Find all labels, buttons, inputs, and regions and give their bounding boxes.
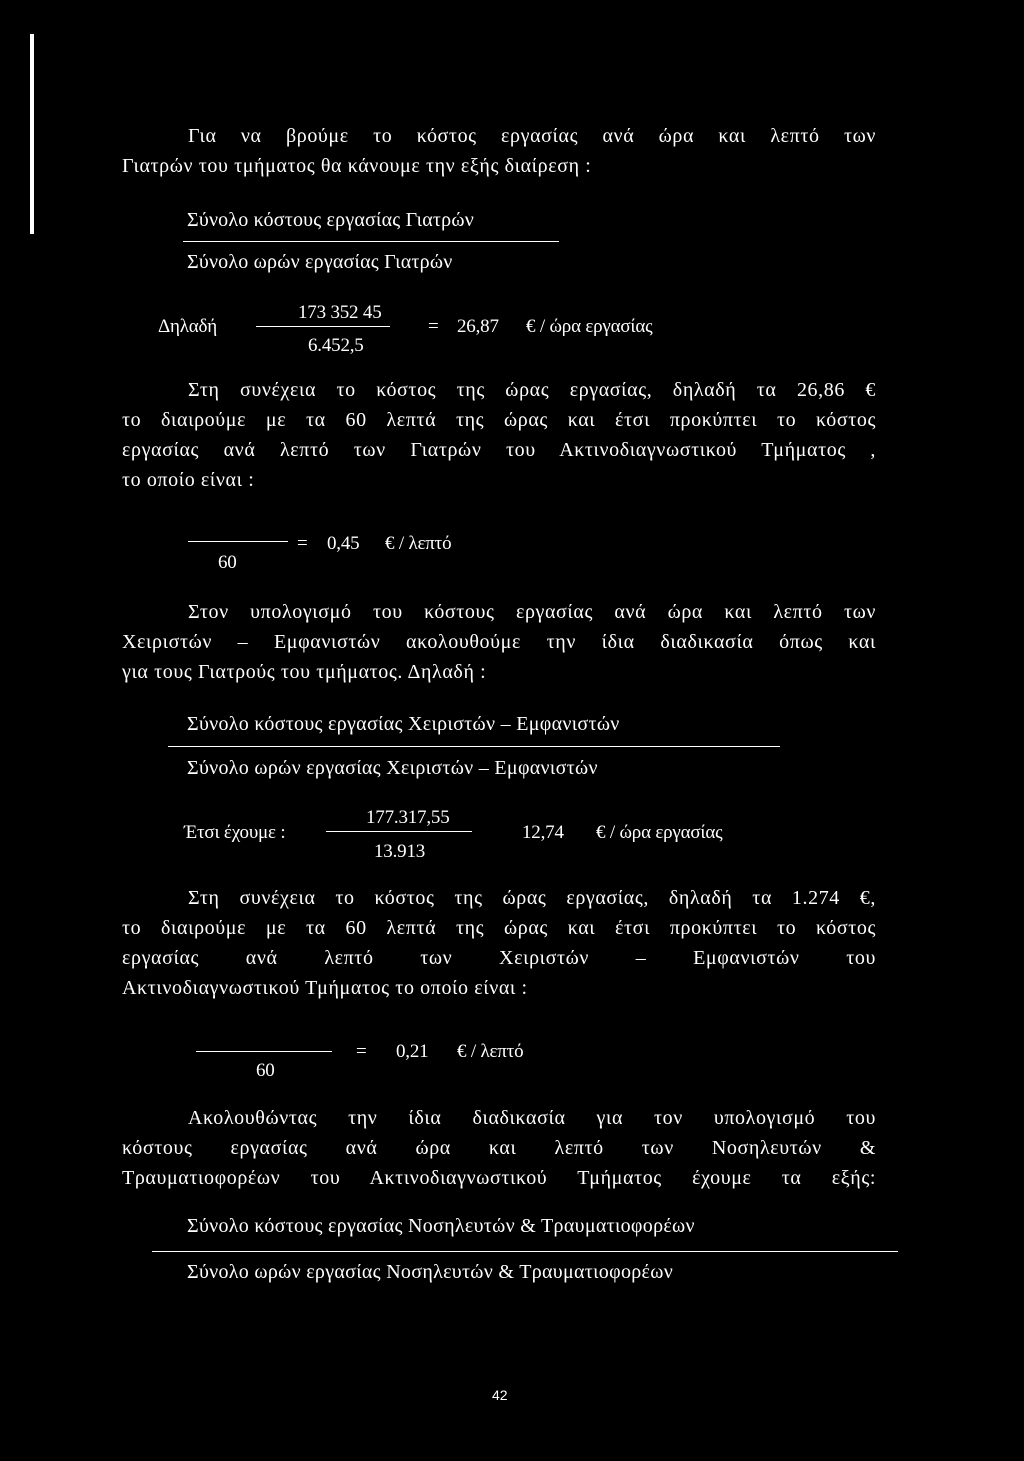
operators-minute-rule (196, 1051, 332, 1052)
nurses-intro-line-2: κόστους εργασίας ανά ώρα και λεπτό των Νοσηλευτών & (122, 1137, 876, 1159)
operators-minute-unit: € / λεπτό (457, 1041, 524, 1062)
operators-intro-line-2: Χειριστών – Εμφανιστών ακολουθούμε την ίδια διαδικασία όπως και (122, 631, 876, 653)
operators-minute-line-3: εργασίας ανά λεπτό των Χειριστών – Εμφανιστών του (122, 947, 876, 969)
operators-minute-equals: = (356, 1041, 367, 1062)
intro-line-1: Για να βρούμε το κόστος εργασίας ανά ώρα και λεπτό των (188, 125, 876, 147)
intro-line-2: Γιατρών του τμήματος θα κάνουμε την εξής διαίρεση : (122, 155, 592, 177)
doctors-minute-result: 0,45 (327, 533, 360, 554)
doctors-fraction-numerator: Σύνολο κόστους εργασίας Γιατρών (187, 209, 474, 231)
doctors-calc-label: Δηλαδή (158, 316, 218, 337)
doctors-minute-line-3: εργασίας ανά λεπτό των Γιατρών του Ακτινοδιαγνωστικού Τμήματος , (122, 439, 876, 461)
doctors-minute-line-4: το οποίο είναι : (122, 469, 255, 491)
operators-minute-result: 0,21 (396, 1041, 429, 1062)
doctors-fraction-denominator: Σύνολο ωρών εργασίας Γιατρών (187, 251, 453, 273)
operators-intro-line-1: Στον υπολογισμό του κόστους εργασίας ανά ώρα και λεπτό των (188, 601, 876, 623)
operators-calc-numerator: 177.317,55 (366, 807, 450, 828)
nurses-fraction-denominator: Σύνολο ωρών εργασίας Νοσηλευτών & Τραυματιοφορέων (187, 1261, 674, 1283)
operators-minute-line-4: Ακτινοδιαγνωστικού Τμήματος το οποίο είναι : (122, 977, 528, 999)
doctors-minute-line-2: το διαιρούμε με τα 60 λεπτά της ώρας και έτσι προκύπτει το κόστος (122, 409, 876, 431)
operators-minute-line-2: το διαιρούμε με τα 60 λεπτά της ώρας και έτσι προκύπτει το κόστος (122, 917, 876, 939)
margin-bar (30, 34, 34, 234)
nurses-fraction-rule (152, 1251, 898, 1252)
doctors-calc-equals: = (428, 316, 439, 337)
nurses-fraction-numerator: Σύνολο κόστους εργασίας Νοσηλευτών & Τραυματιοφορέων (187, 1215, 695, 1237)
operators-minute-denominator: 60 (256, 1060, 275, 1081)
operators-fraction-rule (168, 746, 780, 747)
operators-calc-rule (326, 831, 472, 832)
doctors-calc-result: 26,87 (457, 316, 499, 337)
operators-minute-line-1: Στη συνέχεια το κόστος της ώρας εργασίας, δηλαδή τα 1.274 €, (188, 887, 876, 909)
doctors-minute-rule (188, 541, 288, 542)
doctors-minute-unit: € / λεπτό (385, 533, 452, 554)
doctors-fraction-rule (183, 241, 559, 242)
doctors-minute-denominator: 60 (218, 552, 237, 573)
operators-fraction-denominator: Σύνολο ωρών εργασίας Χειριστών – Εμφανιστών (187, 757, 598, 779)
doctors-minute-equals: = (297, 533, 308, 554)
doctors-calc-unit: € / ώρα εργασίας (526, 316, 653, 337)
operators-fraction-numerator: Σύνολο κόστους εργασίας Χειριστών – Εμφανιστών (187, 713, 620, 735)
doctors-calc-rule (256, 326, 390, 327)
nurses-intro-line-1: Ακολουθώντας την ίδια διαδικασία για τον υπολογισμό του (188, 1107, 876, 1129)
operators-calc-label: Έτσι έχουμε : (184, 822, 286, 843)
operators-intro-line-3: για τους Γιατρούς του τμήματος. Δηλαδή : (122, 661, 487, 683)
doctors-calc-numerator: 173 352 45 (298, 302, 382, 323)
page-number: 42 (492, 1387, 508, 1403)
operators-calc-denominator: 13.913 (374, 841, 426, 862)
doctors-calc-denominator: 6.452,5 (308, 335, 364, 356)
doctors-minute-line-1: Στη συνέχεια το κόστος της ώρας εργασίας, δηλαδή τα 26,86 € (188, 379, 876, 401)
operators-calc-result: 12,74 (522, 822, 564, 843)
nurses-intro-line-3: Τραυματιοφορέων του Ακτινοδιαγνωστικού Τμήματος έχουμε τα εξής: (122, 1167, 876, 1189)
operators-calc-unit: € / ώρα εργασίας (596, 822, 723, 843)
